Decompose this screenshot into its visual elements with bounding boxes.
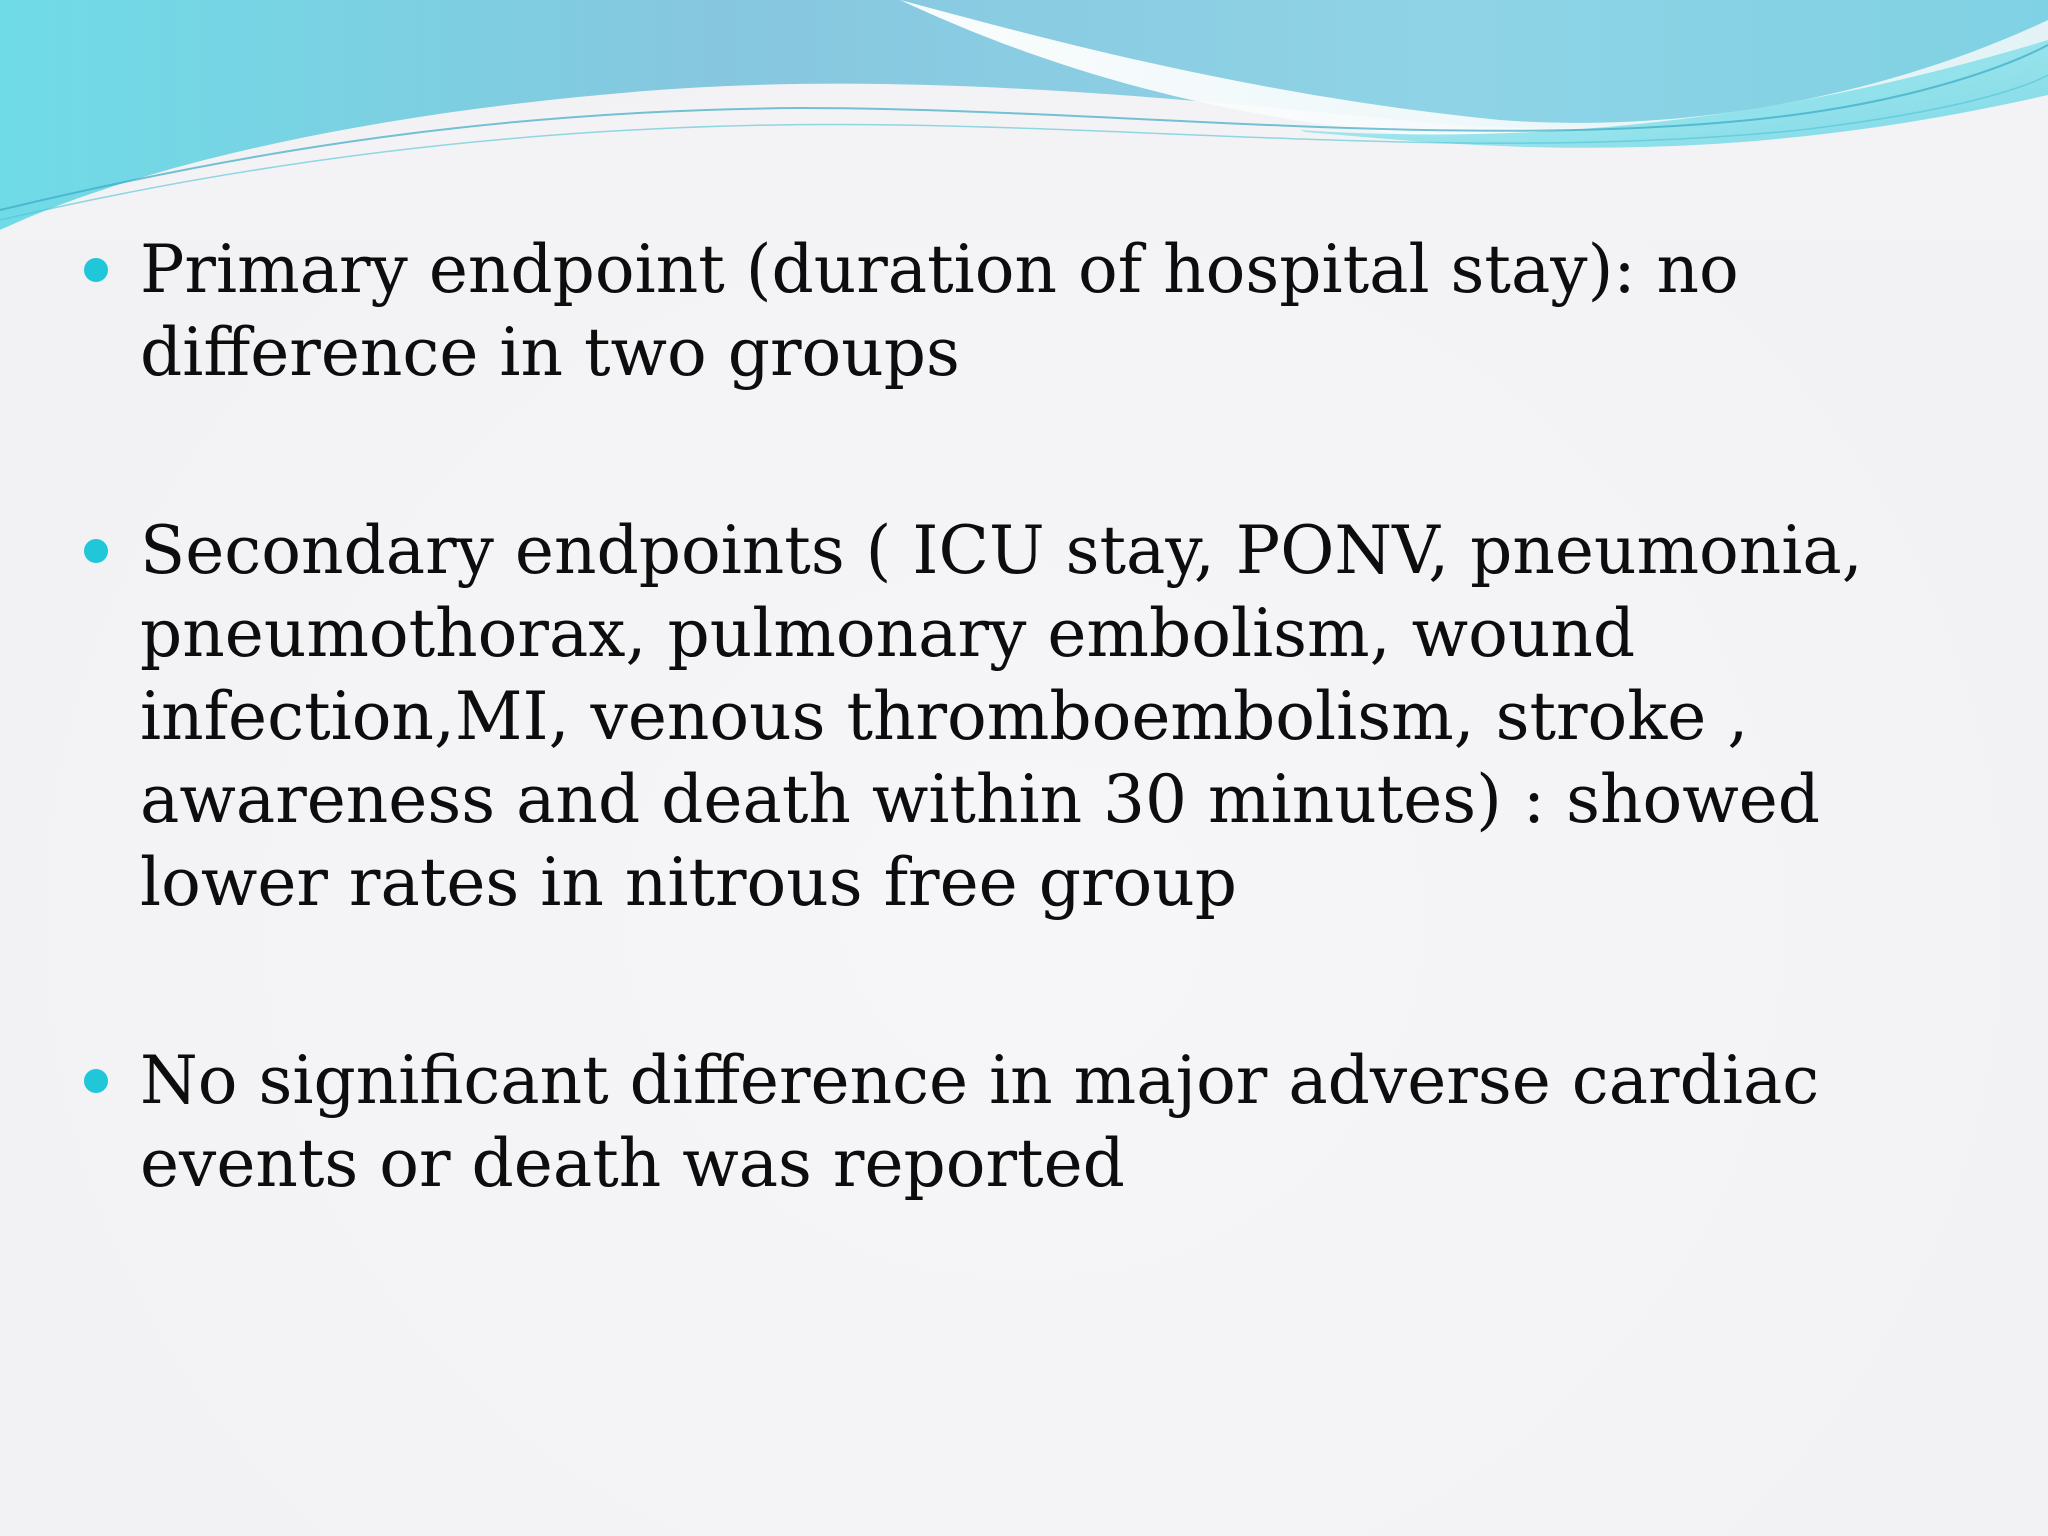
bullet-dot-icon bbox=[84, 539, 108, 563]
bullet-dot-icon bbox=[84, 1069, 108, 1093]
bullet-primary-endpoint bbox=[84, 228, 1984, 394]
bullet-secondary-endpoints bbox=[84, 509, 1984, 924]
bullet-text: Secondary endpoints ( ICU stay, PONV, pneumonia, pneumothorax, pulmonary embolism, wound infection,MI, venous thromboembolism, stroke , awareness and death within 30 minutes) : showed lower rates in nitrous free group bbox=[140, 512, 1863, 921]
header-wave-decoration bbox=[0, 0, 2048, 240]
bullet-dot-icon bbox=[84, 258, 108, 282]
bullet-cardiac-events bbox=[84, 1039, 1984, 1205]
bullet-text: Primary endpoint (duration of hospital stay): no difference in two groups bbox=[140, 231, 1739, 391]
bullet-list bbox=[84, 228, 1984, 1320]
bullet-text: No significant difference in major adverse cardiac events or death was reported bbox=[140, 1042, 1820, 1202]
